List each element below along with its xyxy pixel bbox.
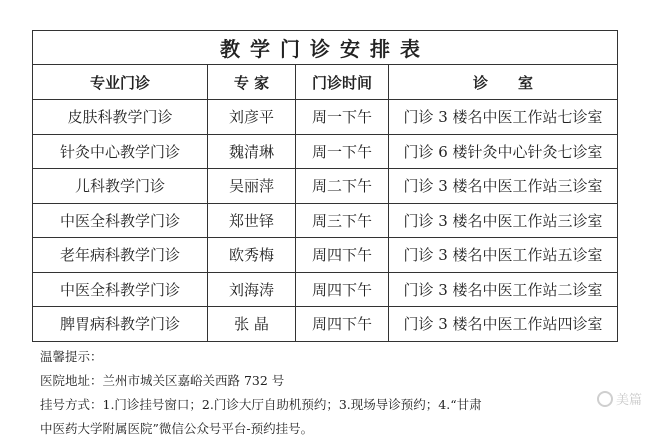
cell-expert: 张 晶: [208, 307, 296, 342]
cell-time: 周四下午: [296, 272, 389, 307]
cell-clinic: 中医全科教学门诊: [33, 272, 208, 307]
table-row: [33, 203, 618, 238]
cell-clinic: 皮肤科教学门诊: [33, 100, 208, 135]
table-row: [33, 169, 618, 204]
table-row: [33, 134, 618, 169]
header-expert: 专 家: [208, 65, 296, 100]
cell-clinic: 老年病科教学门诊: [33, 238, 208, 273]
header-time: 门诊时间: [296, 65, 389, 100]
cell-clinic: 脾胃病科教学门诊: [33, 307, 208, 342]
watermark-text: 美篇: [615, 393, 642, 408]
header-room: 诊 室: [389, 65, 618, 100]
header-clinic: 专业门诊: [33, 65, 208, 100]
cell-time: 周三下午: [296, 203, 389, 238]
hospital-address: 医院地址：兰州市城关区嘉峪关西路 732 号: [40, 373, 285, 388]
table-title: 教学门诊安排表: [33, 31, 618, 65]
cell-clinic: 针灸中心教学门诊: [33, 134, 208, 169]
table-header-row: [33, 65, 618, 100]
cell-room: 门诊 3 楼名中医工作站三诊室: [389, 203, 618, 238]
cell-time: 周二下午: [296, 169, 389, 204]
table-row: [33, 272, 618, 307]
cell-room: 门诊 6 楼针灸中心针灸七诊室: [389, 134, 618, 169]
cell-room: 门诊 3 楼名中医工作站二诊室: [389, 272, 618, 307]
meipian-watermark: [597, 389, 642, 408]
cell-expert: 欧秀梅: [208, 238, 296, 273]
cell-room: 门诊 3 楼名中医工作站五诊室: [389, 238, 618, 273]
cell-time: 周四下午: [296, 238, 389, 273]
registration-methods-line-2: 中医药大学附属医院”微信公众号平台-预约挂号。: [40, 421, 314, 436]
cell-clinic: 儿科教学门诊: [33, 169, 208, 204]
cell-expert: 吴丽萍: [208, 169, 296, 204]
notes-heading: 温馨提示：: [40, 349, 103, 364]
registration-methods-line-1: 挂号方式：1.门诊挂号窗口；2.门诊大厅自助机预约；3.现场导诊预约；4.“甘肃: [40, 397, 482, 412]
cell-clinic: 中医全科教学门诊: [33, 203, 208, 238]
meipian-logo-icon: [597, 391, 613, 407]
cell-expert: 郑世铎: [208, 203, 296, 238]
cell-time: 周一下午: [296, 134, 389, 169]
cell-time: 周一下午: [296, 100, 389, 135]
table-row: [33, 238, 618, 273]
table-title-row: [33, 31, 618, 65]
cell-room: 门诊 3 楼名中医工作站四诊室: [389, 307, 618, 342]
schedule-table: [32, 30, 618, 342]
reminder-notes: [40, 345, 640, 441]
table-row: [33, 307, 618, 342]
cell-time: 周四下午: [296, 307, 389, 342]
cell-expert: 魏清琳: [208, 134, 296, 169]
cell-expert: 刘海涛: [208, 272, 296, 307]
cell-room: 门诊 3 楼名中医工作站七诊室: [389, 100, 618, 135]
cell-expert: 刘彦平: [208, 100, 296, 135]
table-row: [33, 100, 618, 135]
schedule-sheet: [32, 30, 617, 342]
cell-room: 门诊 3 楼名中医工作站三诊室: [389, 169, 618, 204]
